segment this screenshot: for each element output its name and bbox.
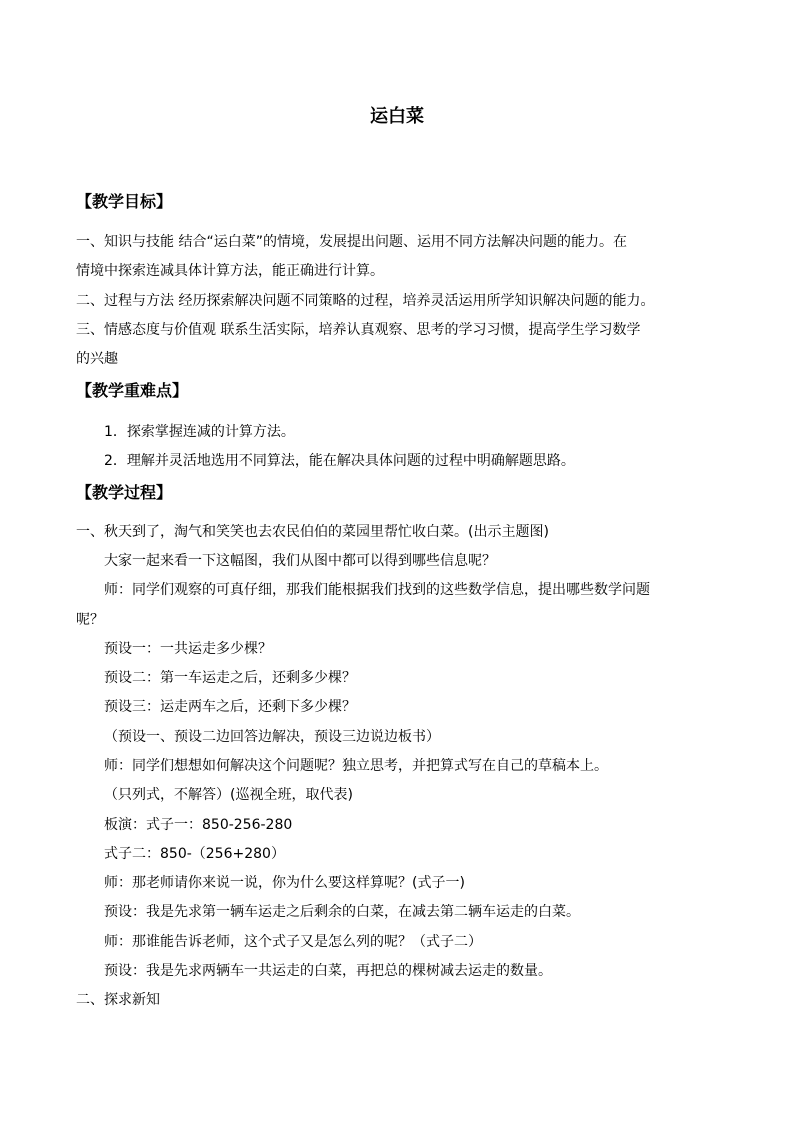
key-point-item: 1．探索掌握连减的计算方法。 [104, 424, 295, 440]
key-points-heading: 【教学重难点】 [76, 381, 189, 400]
process-line: 大家一起来看一下这幅图，我们从图中都可以得到哪些信息呢？ [104, 553, 496, 569]
objective-line: 情境中探索连减具体计算方法，能正确进行计算。 [76, 263, 384, 279]
process-line: 预设：我是先求两辆车一共运走的白菜，再把总的棵树减去运走的数量。 [104, 963, 552, 979]
objective-line: 的兴趣 [76, 351, 118, 367]
process-line: 预设一：一共运走多少棵？ [104, 641, 272, 657]
key-point-item: 2．理解并灵活地选用不同算法，能在解决具体问题的过程中明确解题思路。 [104, 453, 575, 469]
page-title: 运白菜 [370, 106, 424, 127]
process-line: 式子二：850-（256+280） [104, 846, 285, 862]
objective-line: 三、情感态度与价值观 联系生活实际，培养认真观察、思考的学习习惯，提高学生学习数学 [76, 322, 641, 338]
process-line: 呢？ [76, 612, 104, 628]
process-line: 二、探求新知 [76, 992, 160, 1008]
process-line: 预设三：运走两车之后，还剩下多少棵？ [104, 699, 356, 715]
process-line: 师：同学们想想如何解决这个问题呢？独立思考，并把算式写在自己的草稿本上。 [104, 758, 608, 774]
objective-line: 二、过程与方法 经历探索解决问题不同策略的过程，培养灵活运用所学知识解决问题的能力。 [76, 293, 655, 309]
objectives-heading: 【教学目标】 [76, 192, 173, 211]
process-line: 预设：我是先求第一辆车运走之后剩余的白菜，在减去第二辆车运走的白菜。 [104, 904, 580, 920]
process-line: 一、秋天到了，淘气和笑笑也去农民伯伯的菜园里帮忙收白菜。(出示主题图) [76, 524, 549, 540]
process-heading: 【教学过程】 [76, 483, 173, 502]
process-line: 师：同学们观察的可真仔细，那我们能根据我们找到的这些数学信息，提出哪些数学问题 [104, 582, 650, 598]
process-line: （只列式，不解答）(巡视全班，取代表) [104, 787, 353, 803]
process-line: （预设一、预设二边回答边解决，预设三边说边板书） [104, 729, 440, 745]
objective-line: 一、知识与技能 结合“运白菜”的情境，发展提出问题、运用不同方法解决问题的能力。在 [76, 234, 627, 250]
process-line: 师：那谁能告诉老师，这个式子又是怎么列的呢？（式子二） [104, 934, 482, 950]
process-line: 预设二：第一车运走之后，还剩多少棵？ [104, 670, 356, 686]
process-line: 板演：式子一：850-256-280 [104, 817, 293, 833]
process-line: 师：那老师请你来说一说，你为什么要这样算呢？(式子一) [104, 875, 465, 891]
